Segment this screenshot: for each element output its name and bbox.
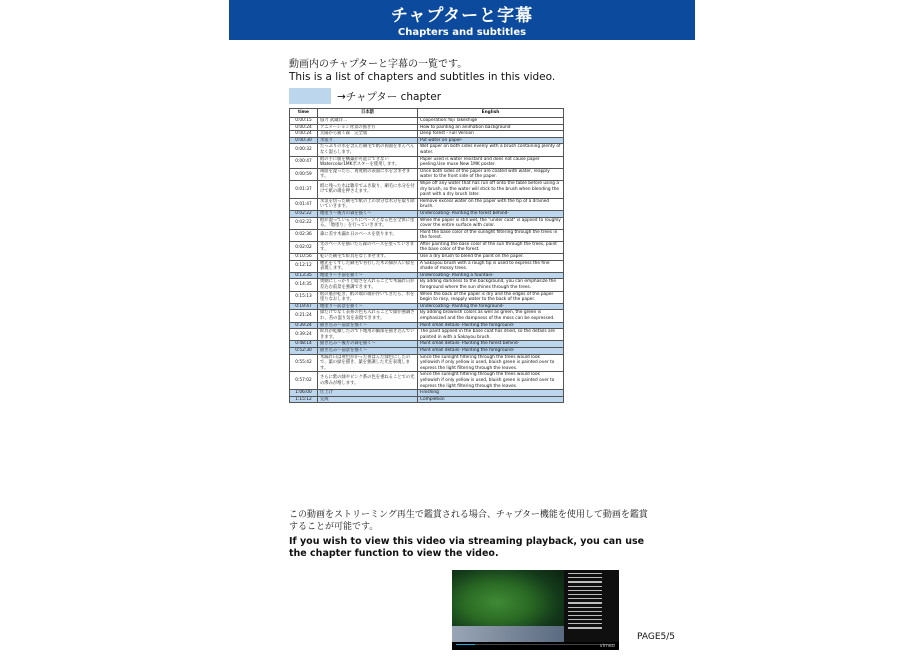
cell-jp: 協力 武蔵洋二 (318, 118, 418, 125)
cell-en: By adding brownish colors as well as green, the green is emphasized and the dampness of the moss can be expressed. (418, 310, 564, 322)
cell-jp: 描き込み〜前景を描く〜 (318, 322, 418, 329)
cell-en: When the back of the paper is dry and the edges of the paper begin to rosy, reapply water to the back of the paper. (418, 291, 564, 303)
outro-text (289, 509, 649, 559)
cell-jp: 光のベースを描いたら森のベースを塗っていきます。 (318, 241, 418, 253)
cell-time: 0:02:22 (290, 210, 318, 217)
painting-paper-edge (452, 626, 564, 642)
cell-jp: 両面を湿ったら、再度紙の表面に水を含ませます。 (318, 168, 418, 180)
cell-time: 0:02:36 (290, 229, 318, 241)
cell-time: 0:00:24 (290, 131, 318, 138)
cell-jp: 仕上げ (318, 390, 418, 397)
table-row (290, 156, 564, 168)
cell-time: 0:39:24 (290, 329, 318, 341)
cell-jp: 緑だけでなく茶系の色も入れることで緑が強調され、苔の湿り気を表現できます。 (318, 310, 418, 322)
cell-en: How to painting an animation background (418, 124, 564, 131)
chapter-row (290, 341, 564, 348)
cell-jp: 水気を切った刷毛で紙の上の余分な水分を取り除いていきます。 (318, 198, 418, 210)
cell-time: 0:00:15 (290, 118, 318, 125)
table-row (290, 198, 564, 210)
cell-en: Wet paper on both sides evenly with a brush containing plenty of water. (418, 144, 564, 156)
chapter-row (290, 137, 564, 144)
chapter-row (290, 272, 564, 279)
header-english: English (418, 109, 564, 118)
cell-en: A Sakayou brush with a rough tip is used to express the fine shade of mossy trees. (418, 260, 564, 272)
table-header-row (290, 109, 564, 118)
chapter-legend (289, 88, 441, 104)
table-row (290, 241, 564, 253)
cell-jp: 紙に残った水は雑巾でふき取り、刷毛に水分を付けて紙の端を押さえます。 (318, 180, 418, 198)
chapter-row (290, 210, 564, 217)
cell-jp: 描き込み〜前景を描く〜 (318, 347, 418, 354)
chapter-row (290, 347, 564, 354)
cell-jp: 完成 (318, 396, 418, 403)
cell-time: 0:10:56 (290, 254, 318, 261)
cell-en: Remove excess water on the paper with the tip of a drained brush. (418, 198, 564, 210)
table-row (290, 310, 564, 322)
table-row (290, 354, 564, 372)
cell-en: Finishing (418, 390, 564, 397)
cell-time: 0:02:22 (290, 217, 318, 229)
cell-en: Since the sunlight filtering through the trees would look yellowish if only yellow is used, bluish green is painted over to express the light filtering through the leaves. (418, 354, 564, 372)
table-row (290, 372, 564, 390)
table-row (290, 144, 564, 156)
cell-jp: 紙の裏が乾き、紙の端の端が浮いてきたら、水を塗りなおします。 (318, 291, 418, 303)
cell-en: Use a dry brush to blend the paint on the paper. (418, 254, 564, 261)
outro-japanese: この動画をストリーミング再生で鑑賞される場合、チャプター機能を使用して動画を鑑賞することが可能です。 (289, 510, 648, 532)
cell-time: 0:48:14 (290, 341, 318, 348)
intro-japanese: 動画内のチャプターと字幕の一覧です。 (289, 59, 468, 70)
cell-time: 0:00:30 (290, 137, 318, 144)
cell-jp: 木漏れ日は黄色がかった黄ばんだ緑色にしたので、葉の緑を描き、葉を強調した光を表現します。 (318, 354, 418, 372)
video-player-screenshot[interactable] (452, 570, 619, 650)
cell-time: 0:15:13 (290, 291, 318, 303)
cell-en: Completion (418, 396, 564, 403)
cell-jp: 地塗り〜前景を描く〜 (318, 303, 418, 310)
table-row (290, 118, 564, 125)
title-japanese: チャプターと字幕 (390, 6, 534, 26)
cell-en: Cooperation:Yoji Takeshige (418, 118, 564, 125)
cell-time: 0:19:47 (290, 303, 318, 310)
cell-en: Paint small details- Painting the foreground- (418, 347, 564, 354)
cell-time: 0:12:12 (290, 260, 318, 272)
chapter-row (290, 322, 564, 329)
cell-jp: 絵具が乾燥したので下地用の細部を描き込んでいきます。 (318, 329, 418, 341)
intro-text (289, 58, 689, 84)
cell-en: Paper used is water resistant and does not cause paper peeling.Use muse New 1MK poster. (418, 156, 564, 168)
cell-jp: アニメーション背景の描き方 (318, 124, 418, 131)
table-row (290, 254, 564, 261)
title-english: Chapters and subtitles (397, 27, 527, 38)
cell-time: 0:00:59 (290, 168, 318, 180)
cell-time: 0:21:24 (290, 310, 318, 322)
cell-jp: 紙の手に膜を構築が可能にできないWatercolor1MKボスターを使用します。 (318, 156, 418, 168)
intro-english: This is a list of chapters and subtitles in this video. (289, 71, 556, 83)
cell-en: Put water on paper- (418, 137, 564, 144)
cell-jp: たっぷりの水を含んだ刷毛で紙の両面をまんべんなく湿らします。 (318, 144, 418, 156)
outro-english: If you wish to view this video via streaming playback, you can use the chapter function to view the video. (289, 536, 645, 559)
cell-en: Deep forest - Full Version (418, 131, 564, 138)
cell-time: 0:39:24 (290, 322, 318, 329)
cell-time: 0:55:42 (290, 354, 318, 372)
header-japanese: 日本語 (318, 109, 418, 118)
subtitle-table (289, 108, 564, 403)
table-row (290, 291, 564, 303)
table-row (290, 131, 564, 138)
cell-time: 0:01:37 (290, 180, 318, 198)
cell-jp: 奥側にしっかりと暗さを入れることで木漏れ日が差込む前景を強調できます。 (318, 279, 418, 291)
cell-time: 0:52:30 (290, 347, 318, 354)
table-row (290, 329, 564, 341)
subtitle-table-container (289, 108, 563, 403)
table-row (290, 180, 564, 198)
cell-time: 0:13:35 (290, 272, 318, 279)
cell-en: After painting the base color of the sun through the trees, paint the base color of the forest. (418, 241, 564, 253)
cell-jp: 水張り (318, 137, 418, 144)
video-progress-bar[interactable] (456, 644, 615, 645)
cell-en: Once both sides of the paper are coated with water, reapply water to the front side of the paper. (418, 168, 564, 180)
cell-time: 0:01:47 (290, 198, 318, 210)
cell-jp: さらに紫の緑やピンク系の色を重ねることでの光の滲みが増します。 (318, 372, 418, 390)
cell-time: 1:15:12 (290, 396, 318, 403)
chapter-row (290, 390, 564, 397)
cell-jp: 地塗り〜後方の森を描く〜 (318, 210, 418, 217)
chapter-row (290, 396, 564, 403)
cell-time: 1:06:00 (290, 390, 318, 397)
table-row (290, 217, 564, 229)
chapter-row (290, 303, 564, 310)
header-time: time (290, 109, 318, 118)
chapter-legend-label: →チャプター chapter (337, 90, 442, 103)
cell-time: 0:00:24 (290, 124, 318, 131)
chapter-menu-panel[interactable] (564, 570, 619, 642)
cell-time: 0:02:02 (290, 241, 318, 253)
cell-jp: 森に差す木漏れ日のベースを塗ります。 (318, 229, 418, 241)
cell-en: Paint small details- Painting the forest behind- (418, 341, 564, 348)
cell-en: While the paper is still wet, the "under coat" is applied to roughly cover the entire surface with color. (418, 217, 564, 229)
table-row (290, 124, 564, 131)
cell-jp: 穂先をくずした刷毛で苔むした木の緑が入い陰を表現します。 (318, 260, 418, 272)
table-row (290, 260, 564, 272)
cell-time: 0:00:47 (290, 156, 318, 168)
cell-en: Paint the base color of the sunlight filtering through the trees in the forest. (418, 229, 564, 241)
table-row (290, 229, 564, 241)
page-number: PAGE5/5 (637, 632, 675, 642)
cell-jp: 乾いた刷毛で絵具をなじませます。 (318, 254, 418, 261)
cell-en: Paint small details- Painting the foreground- (418, 322, 564, 329)
table-row (290, 279, 564, 291)
cell-time: 0:00:32 (290, 144, 318, 156)
video-progress-fill (456, 644, 475, 645)
cell-time: 0:57:02 (290, 372, 318, 390)
cell-en: Undercoating- Painting the forest behind- (418, 210, 564, 217)
table-row (290, 168, 564, 180)
cell-en: Since the sunlight filtering through the trees would look yellowish if only yellow is used, bluish green is painted over to express the light filtering through the leaves. (418, 372, 564, 390)
cell-jp: 紙が湿っているうちにベースとなる色を全体に塗る。「地塗り」を行っていきます。 (318, 217, 418, 229)
vimeo-logo: vimeo (599, 643, 615, 649)
cell-en: Undercoating- Painting a fountain- (418, 272, 564, 279)
chapter-color-swatch (289, 88, 331, 104)
table-body (290, 118, 564, 403)
cell-time: 0:14:35 (290, 279, 318, 291)
page-header (229, 0, 695, 40)
cell-en: Undercoating- Painting the foreground- (418, 303, 564, 310)
cell-jp: 描き込み〜後方の森を描く〜 (318, 341, 418, 348)
cell-jp: 太陽から描く森 完全版 (318, 131, 418, 138)
cell-jp: 地塗り〜手前を描く〜 (318, 272, 418, 279)
cell-en: The paint applied in the base coat has dried, so the details are painted in with a Sakayou brush. (418, 329, 564, 341)
cell-en: By adding darkness to the background, you can emphasize the foreground where the sun shines through the trees. (418, 279, 564, 291)
cell-en: Wipe off any water that has run off onto the table before using a dry brush, so the water will stick to the brush when blending the paint with a dry brush later. (418, 180, 564, 198)
